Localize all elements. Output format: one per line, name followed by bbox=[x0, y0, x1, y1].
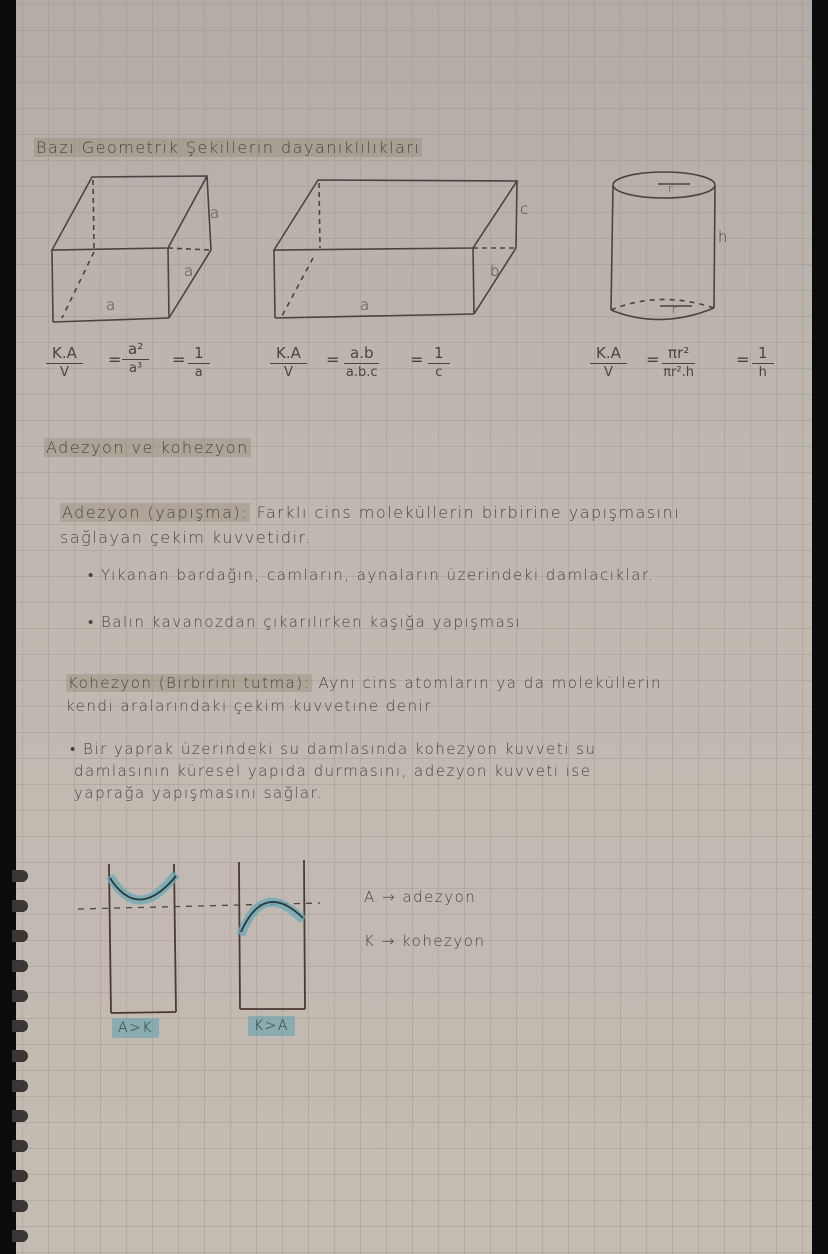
cube-height-label: a bbox=[210, 204, 221, 222]
legend-adhesion: A → adezyon bbox=[364, 888, 477, 906]
spiral-ring bbox=[12, 1170, 28, 1182]
adhesion-definition-line2: sağlayan çekim kuvvetidir. bbox=[60, 528, 312, 547]
prism-formula-rhs: $\frac{1}{c}$ bbox=[428, 344, 450, 380]
equals-sign: = bbox=[172, 350, 186, 369]
tube1-label: A>K bbox=[112, 1020, 159, 1036]
arrow-right-icon: → bbox=[382, 888, 397, 906]
cohesion-definition: Kohezyon (Birbirini tutma): Aynı cins atomların ya da moleküllerin bbox=[68, 674, 662, 692]
prism-width-label: a bbox=[360, 296, 371, 314]
equals-sign: = bbox=[410, 350, 424, 369]
equals-sign: = bbox=[326, 350, 340, 369]
spiral-ring bbox=[12, 1080, 28, 1092]
adhesion-bullet: • Balın kavanozdan çıkarılırken kaşığa yapışması bbox=[88, 613, 522, 631]
example-line-2: damlasının küresel yapıda durmasını, adezyon kuvveti ise bbox=[74, 762, 592, 780]
example-line-1: • Bir yaprak üzerindeki su damlasında kohezyon kuvveti su bbox=[70, 740, 597, 758]
adhesion-definition: Adezyon (yapışma): Farklı cins moleküllerin birbirine yapışmasını bbox=[62, 503, 681, 522]
equals-sign: = bbox=[736, 350, 750, 369]
cube-depth-label: a bbox=[184, 262, 195, 280]
cylinder-formula-mid: $\frac{\text{πr²}}{\text{πr².h}}$ bbox=[663, 344, 694, 380]
cylinder-bottom-radius-label: r bbox=[672, 303, 679, 316]
cylinder-height-label: h bbox=[718, 228, 730, 246]
cohesion-definition-line2: kendi aralarındaki çekim kuvvetine denir bbox=[66, 697, 432, 715]
prism-height-label: c bbox=[520, 200, 530, 218]
spiral-ring bbox=[12, 1110, 28, 1122]
spiral-ring bbox=[12, 1140, 28, 1152]
cube-formula-lhs: $\frac{K.A}{V}$ bbox=[46, 344, 83, 380]
equals-sign: = bbox=[646, 350, 660, 369]
adhesion-bullet: • Yıkanan bardağın, camların, aynaların üzerindeki damlacıklar. bbox=[88, 566, 655, 584]
adhesion-term: Adezyon (yapışma): bbox=[62, 503, 249, 522]
spiral-ring bbox=[12, 1230, 28, 1242]
arrow-right-icon: → bbox=[381, 932, 396, 950]
cylinder-formula-lhs: $\frac{K.A}{V}$ bbox=[590, 344, 627, 380]
cylinder-formula-rhs: $\frac{1}{h}$ bbox=[752, 344, 774, 380]
prism-depth-label: b bbox=[490, 262, 502, 280]
tube2-label: K>A bbox=[248, 1018, 295, 1034]
example-line-3: yaprağa yapışmasını sağlar. bbox=[74, 784, 324, 802]
equals-sign: = bbox=[108, 350, 122, 369]
cube-formula-rhs: $\frac{1}{a}$ bbox=[188, 344, 210, 380]
cohesion-term: Kohezyon (Birbirini tutma): bbox=[68, 674, 311, 692]
spiral-ring bbox=[12, 1200, 28, 1212]
legend-cohesion: K → kohezyon bbox=[364, 932, 486, 950]
prism-formula-lhs: $\frac{K.A}{V}$ bbox=[270, 344, 307, 380]
title-text: Bazı Geometrik Şekillerin dayanıklılıkları bbox=[36, 138, 421, 157]
cube-formula-mid: $\frac{\text{a²}}{\text{a³}}$ bbox=[122, 340, 149, 376]
cylinder-top-radius-label: r bbox=[668, 182, 675, 195]
section-heading: Adezyon ve kohezyon bbox=[46, 438, 249, 457]
prism-formula-mid: $\frac{a.b}{a.b.c}$ bbox=[345, 344, 378, 380]
cube-width-label: a bbox=[106, 296, 117, 314]
